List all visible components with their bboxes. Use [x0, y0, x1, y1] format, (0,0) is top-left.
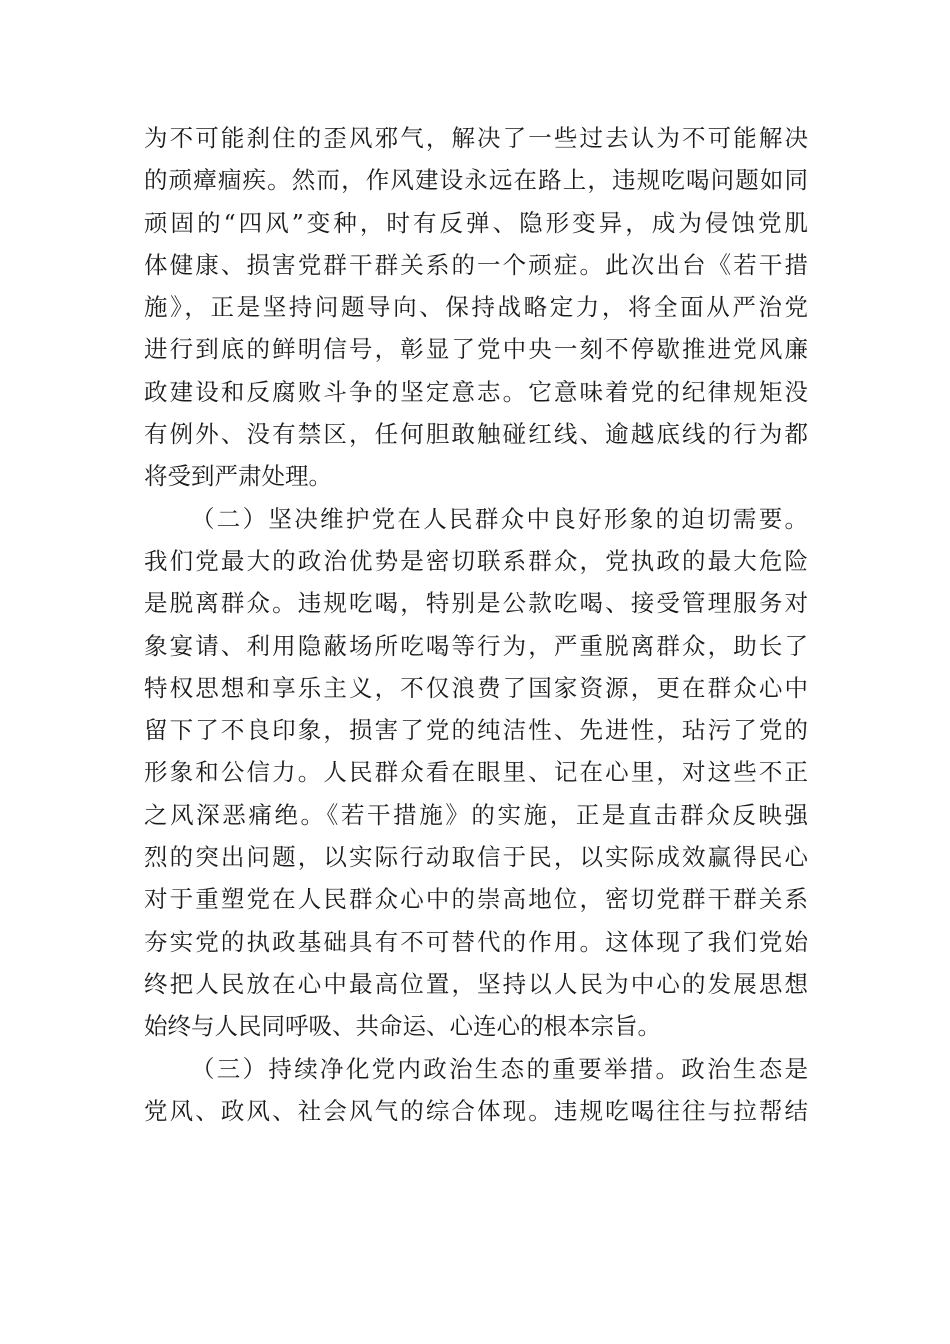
text-line: 形象和公信力。人民群众看在眼里、记在心里，对这些不正 [144, 758, 808, 787]
section-heading-line: （二）坚决维护党在人民群众中良好形象的迫切需要。 [191, 504, 808, 533]
text-line: 施》，正是坚持问题导向、保持战略定力，将全面从严治党 [144, 293, 808, 322]
document-body [144, 117, 808, 1132]
text-line: 政建设和反腐败斗争的坚定意志。它意味着党的纪律规矩没 [144, 377, 808, 406]
text-line: 的顽瘴痼疾。然而，作风建设永远在路上，违规吃喝问题如同 [144, 166, 808, 195]
text-line: 留下了不良印象，损害了党的纯洁性、先进性，玷污了党的 [144, 716, 808, 745]
text-line: 我们党最大的政治优势是密切联系群众，党执政的最大危险 [144, 546, 808, 575]
text-line: 体健康、损害党群干群关系的一个顽症。此次出台《若干措 [144, 250, 808, 279]
paragraph-2 [144, 498, 808, 1048]
text-line: 有例外、没有禁区，任何胆敢触碰红线、逾越底线的行为都 [144, 420, 808, 449]
text-line: 是脱离群众。违规吃喝，特别是公款吃喝、接受管理服务对 [144, 589, 808, 618]
text-line: 象宴请、利用隐蔽场所吃喝等行为，严重脱离群众，助长了 [144, 631, 808, 660]
text-line: 顽固的“四风”变种，时有反弹、隐形变异，成为侵蚀党肌 [144, 208, 808, 237]
text-line: 特权思想和享乐主义，不仅浪费了国家资源，更在群众心中 [144, 673, 808, 702]
text-line: 党风、政风、社会风气的综合体现。违规吃喝往往与拉帮结 [144, 1096, 808, 1125]
text-line: 始终与人民同呼吸、共命运、心连心的根本宗旨。 [144, 1012, 661, 1041]
section-heading-line: （三）持续净化党内政治生态的重要举措。政治生态是 [191, 1054, 808, 1083]
paragraph-3 [144, 1048, 808, 1133]
text-line: 终把人民放在心中最高位置，坚持以人民为中心的发展思想 [144, 969, 808, 998]
text-line: 对于重塑党在人民群众心中的崇高地位，密切党群干群关系 [144, 885, 808, 914]
text-line: 之风深恶痛绝。《若干措施》的实施，正是直击群众反映强 [144, 800, 808, 829]
text-line: 为不可能刹住的歪风邪气，解决了一些过去认为不可能解决 [144, 124, 808, 152]
paragraph-1 [144, 117, 808, 498]
text-line: 夯实党的执政基础具有不可替代的作用。这体现了我们党始 [144, 927, 808, 956]
text-line: 将受到严肃处理。 [144, 462, 332, 491]
text-line: 进行到底的鲜明信号，彰显了党中央一刻不停歇推进党风廉 [144, 335, 808, 364]
text-line: 烈的突出问题，以实际行动取信于民，以实际成效赢得民心 [144, 843, 808, 872]
